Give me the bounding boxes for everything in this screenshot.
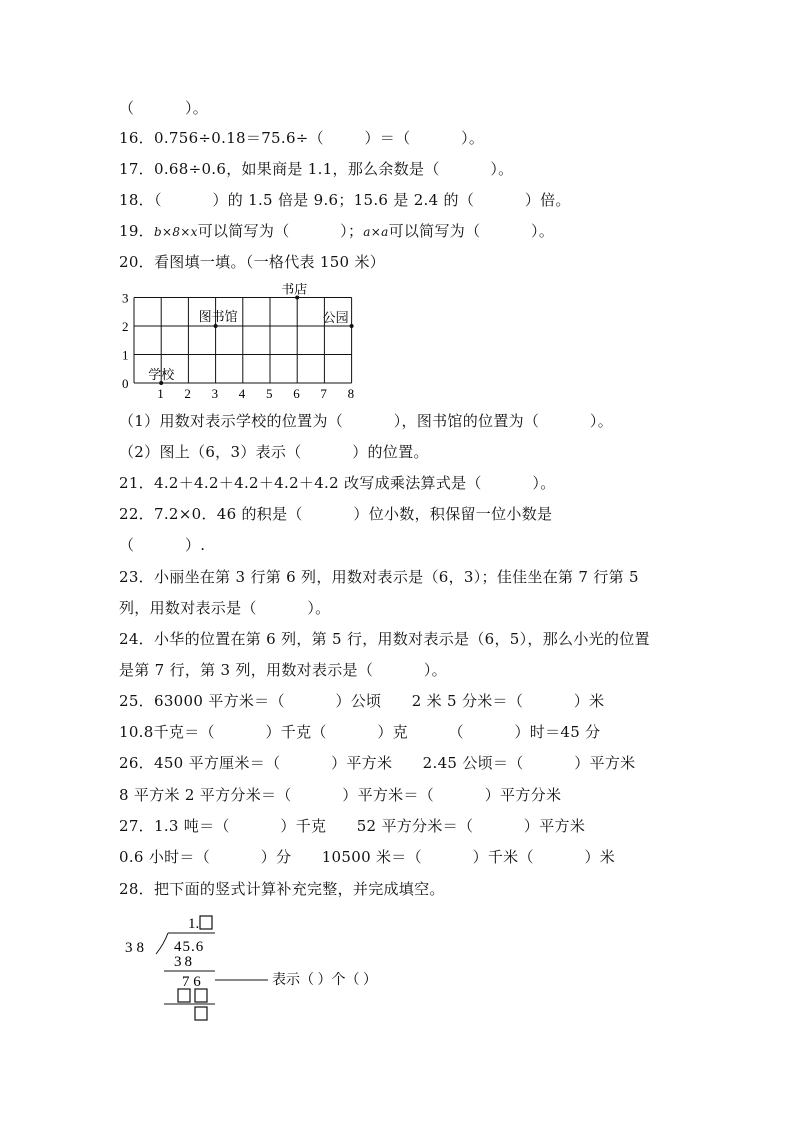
grid-point-label: 图书馆 — [198, 309, 238, 324]
question-line-l26: 26．450 平方厘米＝（ ）平方米 2.45 公顷＝（ ）平方米 — [119, 754, 636, 772]
y-tick-label: 3 — [122, 290, 129, 306]
pointer-note: 表示（ ）个（ ） — [272, 973, 377, 988]
division-bracket — [156, 933, 168, 954]
long-division-svg — [120, 910, 460, 1025]
question-line-l0: （ ）。 — [119, 99, 209, 117]
product-blank-box-2 — [195, 989, 207, 1002]
x-tick-label: 5 — [266, 386, 273, 401]
grid-map — [117, 283, 367, 403]
grid-point — [350, 324, 354, 328]
x-tick-label: 1 — [157, 386, 164, 401]
question-line-l27: 27．1.3 吨＝（ ）千克 52 平方分米＝（ ）平方米 — [119, 817, 586, 835]
question-line-l16: 16．0.756÷0.18＝75.6÷（ ）＝（ ）。 — [119, 129, 485, 147]
quotient-blank-box — [200, 916, 212, 929]
grid-point-label: 公园 — [322, 310, 349, 325]
product-blank-box-1 — [178, 989, 190, 1002]
question-19 — [119, 221, 554, 242]
question-line-l28: 28．把下面的竖式计算补充完整，并完成填空。 — [119, 880, 445, 898]
q19-text-1: 可以简写为（ ）； — [197, 222, 364, 240]
q19-number: 19． — [119, 222, 154, 240]
x-tick-label: 4 — [238, 386, 246, 401]
question-line-l21: 21．4.2＋4.2＋4.2＋4.2＋4.2 改写成乘法算式是（ ）。 — [119, 474, 556, 492]
question-line-l24b: 是第 7 行，第 3 列，用数对表示是（ ）。 — [119, 661, 447, 679]
q19-expr-2: a×a — [363, 225, 389, 239]
grid-point-label: 书店 — [281, 283, 308, 297]
y-tick-label: 1 — [122, 347, 129, 363]
question-line-l20: 20．看图填一填。（一格代表 150 米） — [119, 253, 386, 271]
x-tick-label: 3 — [211, 386, 219, 401]
subtrahend-1: 38 — [174, 954, 195, 970]
grid-point-label: 学校 — [148, 367, 175, 382]
y-tick-label: 2 — [122, 319, 129, 334]
grid-map-svg — [117, 283, 367, 403]
question-line-l20b: （2）图上（6，3）表示（ ）的位置。 — [119, 443, 429, 461]
q19-expr-1: b×8×x — [154, 225, 198, 239]
long-division — [120, 910, 460, 1025]
remainder-blank-box — [195, 1007, 207, 1020]
question-line-l22: 22．7.2×0．46 的积是（ ）位小数，积保留一位小数是 — [119, 505, 553, 523]
quotient-digits: 1. — [188, 916, 200, 932]
divisor: 38 — [125, 940, 148, 956]
question-line-l27b: 0.6 小时＝（ ）分 10500 米＝（ ）千米（ ）米 — [119, 848, 616, 866]
question-line-l26b: 8 平方米 2 平方分米＝（ ）平方米＝（ ）平方分米 — [119, 786, 562, 804]
question-line-l22b: （ ）. — [119, 536, 206, 554]
question-line-l23b: 列，用数对表示是（ ）。 — [119, 599, 331, 617]
x-tick-label: 6 — [293, 386, 300, 401]
question-line-l23: 23．小丽坐在第 3 行第 6 列，用数对表示是（6，3）；佳佳坐在第 7 行第 5 — [119, 568, 639, 586]
question-line-l25b: 10.8千克＝（ ）千克（ ）克 （ ）时＝45 分 — [119, 723, 601, 741]
y-tick-label: 0 — [122, 376, 129, 391]
question-line-l18: 18．（ ）的 1.5 倍是 9.6；15.6 是 2.4 的（ ）倍。 — [119, 191, 571, 209]
q19-text-2: 可以简写为（ ）。 — [388, 222, 555, 240]
dividend: 45.6 — [174, 939, 205, 955]
question-line-l24: 24．小华的位置在第 6 列，第 5 行，用数对表示是（6，5），那么小光的位置 — [119, 630, 650, 648]
question-line-l17: 17．0.68÷0.6，如果商是 1.1，那么余数是（ ）。 — [119, 160, 514, 178]
grid-point — [214, 324, 218, 328]
x-tick-label: 2 — [184, 386, 191, 401]
question-line-l25: 25．63000 平方米＝（ ）公顷 2 米 5 分米＝（ ）米 — [119, 692, 605, 710]
x-tick-label: 7 — [320, 386, 327, 401]
remainder-1: 7 6 — [182, 974, 201, 990]
x-tick-label: 8 — [347, 386, 355, 401]
question-line-l20a: （1）用数对表示学校的位置为（ ），图书馆的位置为（ ）。 — [119, 412, 614, 430]
